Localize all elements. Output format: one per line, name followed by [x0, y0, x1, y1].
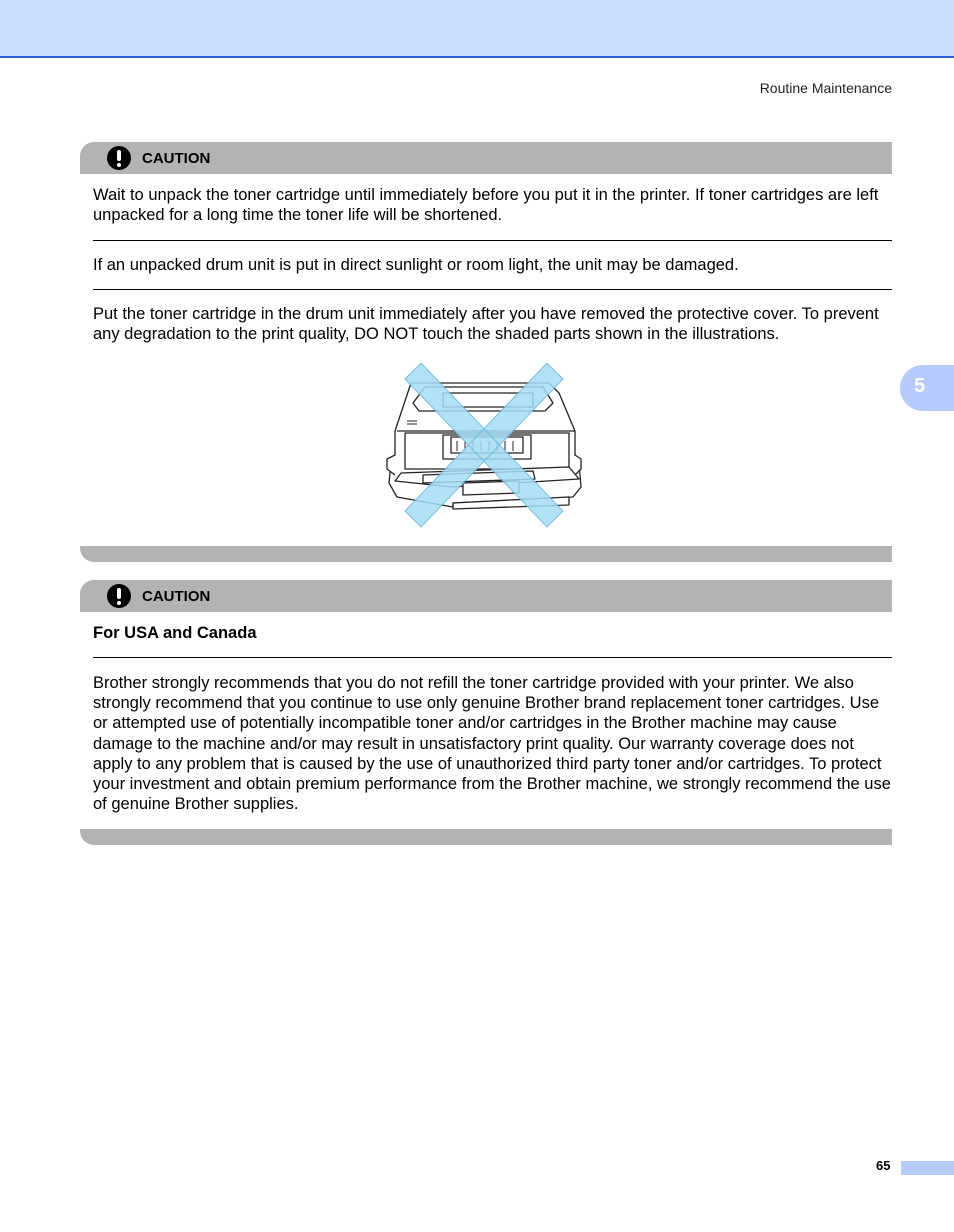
- caution-footer-bar: [80, 546, 892, 562]
- caution-footer-bar: [80, 829, 892, 845]
- chapter-number: 5: [914, 375, 926, 397]
- chapter-tab: [900, 365, 954, 411]
- running-head: Routine Maintenance: [759, 80, 892, 96]
- page-number-bar: [901, 1161, 954, 1175]
- divider-rule: [93, 240, 892, 241]
- divider-rule: [93, 657, 892, 658]
- caution-exclamation-icon: [107, 146, 131, 170]
- caution-paragraph-protective-cover: Put the toner cartridge in the drum unit immediately after you have removed the protective cover. To prevent any degradation to the print quality, DO NOT touch the shaded parts shown in the illustrations.: [93, 305, 879, 344]
- printer-with-x-icon: [383, 363, 587, 529]
- caution-label: CAUTION: [142, 150, 211, 167]
- subheading-usa-canada: For USA and Canada: [93, 624, 257, 642]
- top-header-band: [0, 0, 954, 58]
- page-number: 65: [876, 1158, 891, 1173]
- caution-paragraph-refill: Brother strongly recommends that you do not refill the toner cartridge provided with your printer. We also strongly recommend that you continue to use only genuine Brother brand replacement toner cartridges. Use or attempted use of potentially incompatible toner and/or cartridges in the Brother machine may cause damage to the machine and/or may result in unsatisfactory print quality. Our warranty coverage does not apply to any problem that is caused by the use of unauthorized third party toner and/or cartridges. To protect your investment and obtain premium performance from the Brother machine, we strongly recommend the use of genuine Brother supplies.: [93, 674, 891, 814]
- divider-rule: [93, 289, 892, 290]
- caution-header: [80, 580, 892, 612]
- caution-exclamation-icon: [107, 584, 131, 608]
- caution-label: CAUTION: [142, 588, 211, 605]
- caution-header: [80, 142, 892, 174]
- caution-paragraph-sunlight: If an unpacked drum unit is put in direct sunlight or room light, the unit may be damaged.: [93, 256, 739, 274]
- caution-paragraph-unpack: Wait to unpack the toner cartridge until immediately before you put it in the printer. If toner cartridges are left unpacked for a long time the toner life will be shortened.: [93, 186, 879, 225]
